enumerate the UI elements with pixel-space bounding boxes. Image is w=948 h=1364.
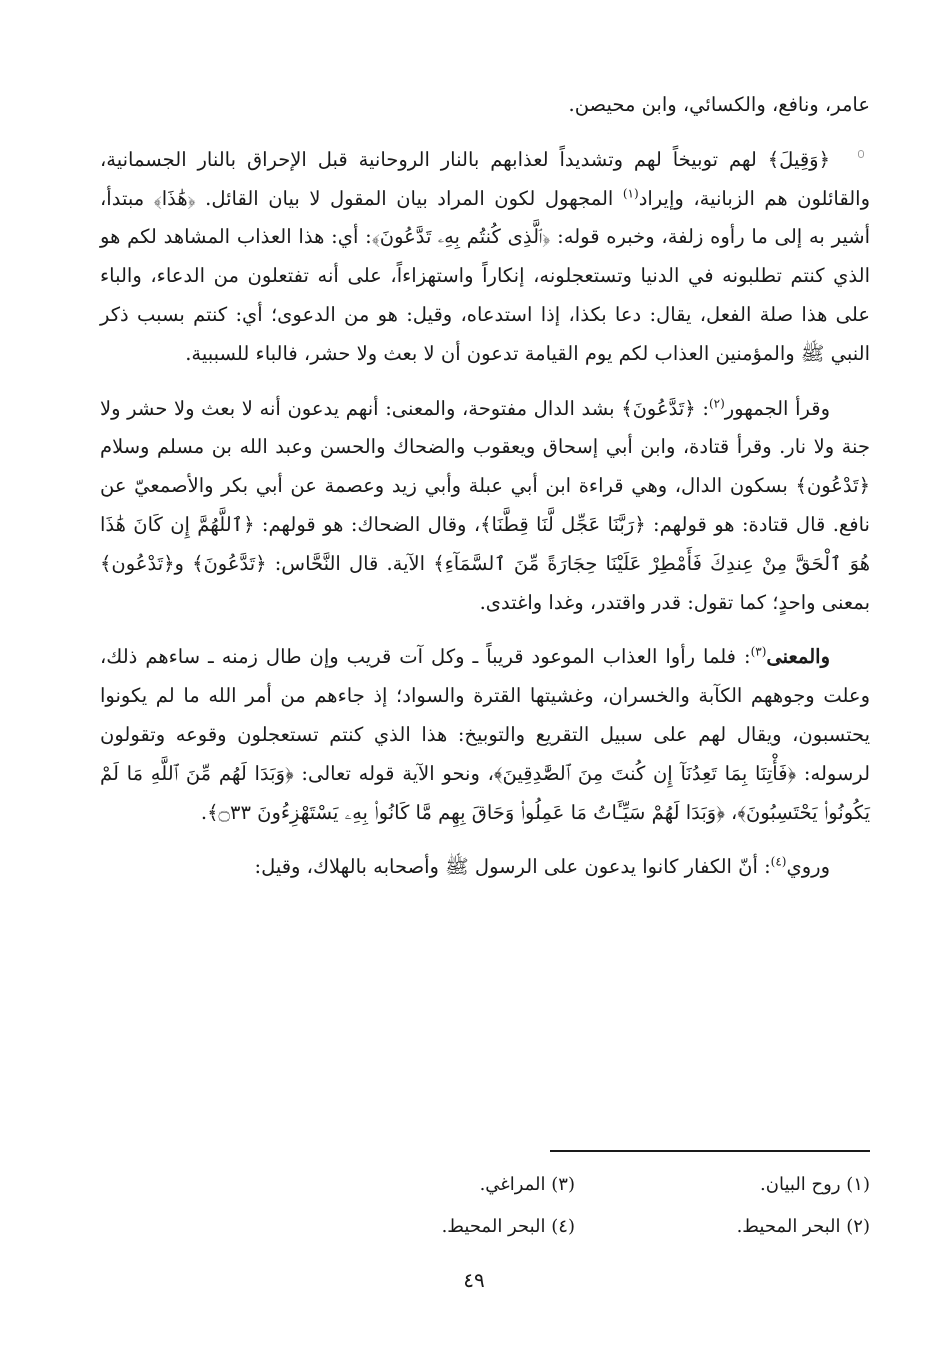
text-run: المجهول لكون المراد بيان المقول لا بيان القائل. [195, 186, 623, 210]
footnote-separator [550, 1150, 870, 1152]
paragraph-narration [100, 848, 870, 887]
footnotes [280, 1164, 870, 1248]
footnote-text: البحر المحيط. [736, 1216, 841, 1237]
footnote-number: (٢) [846, 1216, 870, 1237]
paragraph-waqila [100, 141, 870, 374]
footnote-ref-4: (٤) [770, 854, 787, 869]
main-text [100, 86, 870, 887]
quran-quote: ﴿وَقِيلَ﴾ [767, 147, 830, 171]
text-run: عامر، ونافع، والكسائي، وابن محيصن. [568, 93, 870, 116]
paragraph-continuation [100, 86, 870, 125]
text-run: ، ونحو الآية قوله تعالى: [293, 761, 494, 785]
footnote-number: (٣) [551, 1174, 575, 1195]
text-run: : أي: هذا العذاب المشاهد لكم هو الذي كنتم تطلبونه في الدنيا وتستعجلونه، إنكاراً واستهزاءاً، على أنه تفتعلون من الدعاء، والباء على هذا صلة الفعل، يقال: دعا بكذا، إذا استدعاه، وقيل: هو من الدعوى؛ أي: كنتم بسبب ذكر النبي ﷺ والمؤمنين العذاب لكم يوم القيامة تدعون أن لا بعث ولا حشر، فالباء للسببية. [100, 225, 870, 365]
bold-lead-word: والمعنى [766, 645, 830, 669]
paragraph-readings [100, 390, 870, 623]
footnote-text: روح البيان. [760, 1174, 841, 1195]
text-run: بشد الدال مفتوحة، والمعنى: أنهم يدعون أنه لا بعث ولا حشر ولا جنة ولا نار. وقرأ قتادة، وابن أبي إسحاق ويعقوب والضحاك والحسن وعبد الله بن مسلم وسلام [100, 396, 870, 459]
footnote-row [280, 1164, 870, 1206]
footnote-ref-3: (٣) [750, 644, 767, 659]
text-run: . [200, 800, 208, 824]
footnote-number: (١) [846, 1174, 870, 1195]
quran-quote: ﴿تَدَّعُونَ﴾ [192, 551, 267, 575]
footnote-text: البحر المحيط. [441, 1216, 546, 1237]
footnote-ref-2: (٢) [708, 396, 725, 411]
text-run: : [695, 396, 709, 420]
quran-quote: ﴿فَأْتِنَا بِمَا تَعِدُنَآ إِن كُنتَ مِنَ ٱلصَّٰدِقِينَ﴾ [493, 761, 797, 785]
quran-quote: ﴿تَدْعُون﴾ [795, 474, 870, 498]
text-run: و [174, 551, 193, 575]
footnote-row [280, 1206, 870, 1248]
footnote-item [575, 1164, 870, 1206]
text-run: الآية. قال النَّحَّاس: [266, 551, 434, 575]
text-run: وروي [786, 855, 830, 879]
paragraph-meaning [100, 638, 870, 832]
footnote-ref-1: (١) [622, 186, 639, 201]
quran-quote: ﴿هَٰذَا﴾ [153, 186, 196, 210]
footnote-item [280, 1164, 575, 1206]
text-run: لهم توبيخاً لهم وتشديداً لعذابهم بالنار الروحانية قبل الإحراق بالنار الجسمانية، والقائلون هم الزبانية، وإيراد [100, 147, 871, 210]
text-run: : أنّ الكفار كانوا يدعون على الرسول ﷺ وأصحابه بالهلاك، وقيل: [254, 855, 771, 879]
footnote-item [575, 1206, 870, 1248]
quran-quote: ﴿ٱلَّذِى كُنتُم بِهِۦ تَدَّعُونَ﴾ [371, 225, 551, 249]
quran-quote: ﴿وَبَدَا لَهُم مِّنَ ٱللَّهِ مَا لَمْ يَكُونُوا۟ يَحْتَسِبُونَ﴾ [100, 761, 870, 824]
footnote-number: (٤) [551, 1216, 575, 1237]
text-run: ، [724, 800, 738, 824]
footnote-text: المراغي. [479, 1174, 546, 1195]
quran-quote: ﴿تَدَّعُونَ﴾ [621, 396, 696, 420]
footnote-item [280, 1206, 575, 1248]
quran-quote: ﴿تَدْعُون﴾ [100, 551, 175, 575]
text-run: بسكون الدال، وهي قراءة ابن أبي عبلة وأبي زيد وعصمة عن أبي بكر والأصمعيّ عن نافع. قال قتادة: هو قولهم: [100, 474, 870, 536]
quran-quote: ﴿رَبَّنَا عَجِّل لَّنَا قِطَّنَا﴾ [480, 512, 646, 536]
quran-quote: ﴿ٱللَّهُمَّ إِن كَانَ هَٰذَا هُوَ ٱلْحَقَّ مِنْ عِندِكَ فَأَمْطِرْ عَلَيْنَا حِجَارَةً مِّنَ ٱلسَّمَآءِ﴾ [100, 512, 870, 575]
page-number: ٤٩ [463, 1268, 485, 1292]
quran-quote: ﴿وَبَدَا لَهُمْ سَيِّـَٔاتُ مَا عَمِلُوا۟ وَحَاقَ بِهِم مَّا كَانُوا۟ بِهِۦ يَسْتَهْزِءُونَ ۝٣٣﴾ [207, 800, 725, 824]
text-run: : فلما رأوا العذاب الموعود قريباً ـ وكل آت قريب وإن طال زمنه ـ ساءهم ذلك، وعلت وجوههم الكآبة والخسران، وغشيتها القترة والسواد؛ إذ جاءهم من أمر الله ما لم يكونوا يحتسبون، ويقال لهم على سبيل التقريع والتوبيخ: هذا الذي كنتم تستعجلون وقوعه وتقولون لرسوله: [100, 645, 871, 785]
text-run: وقرأ الجمهور [724, 396, 831, 420]
text-run: بمعنى واحدٍ؛ كما تقول: قدر واقتدر، وغدا واغتدى. [479, 590, 870, 614]
text-run: ، وقال الضحاك: هو قولهم: [254, 512, 481, 536]
text-run: مبتدأ، أشير به إلى ما رأوه زلفة، وخبره قوله: [100, 186, 871, 249]
